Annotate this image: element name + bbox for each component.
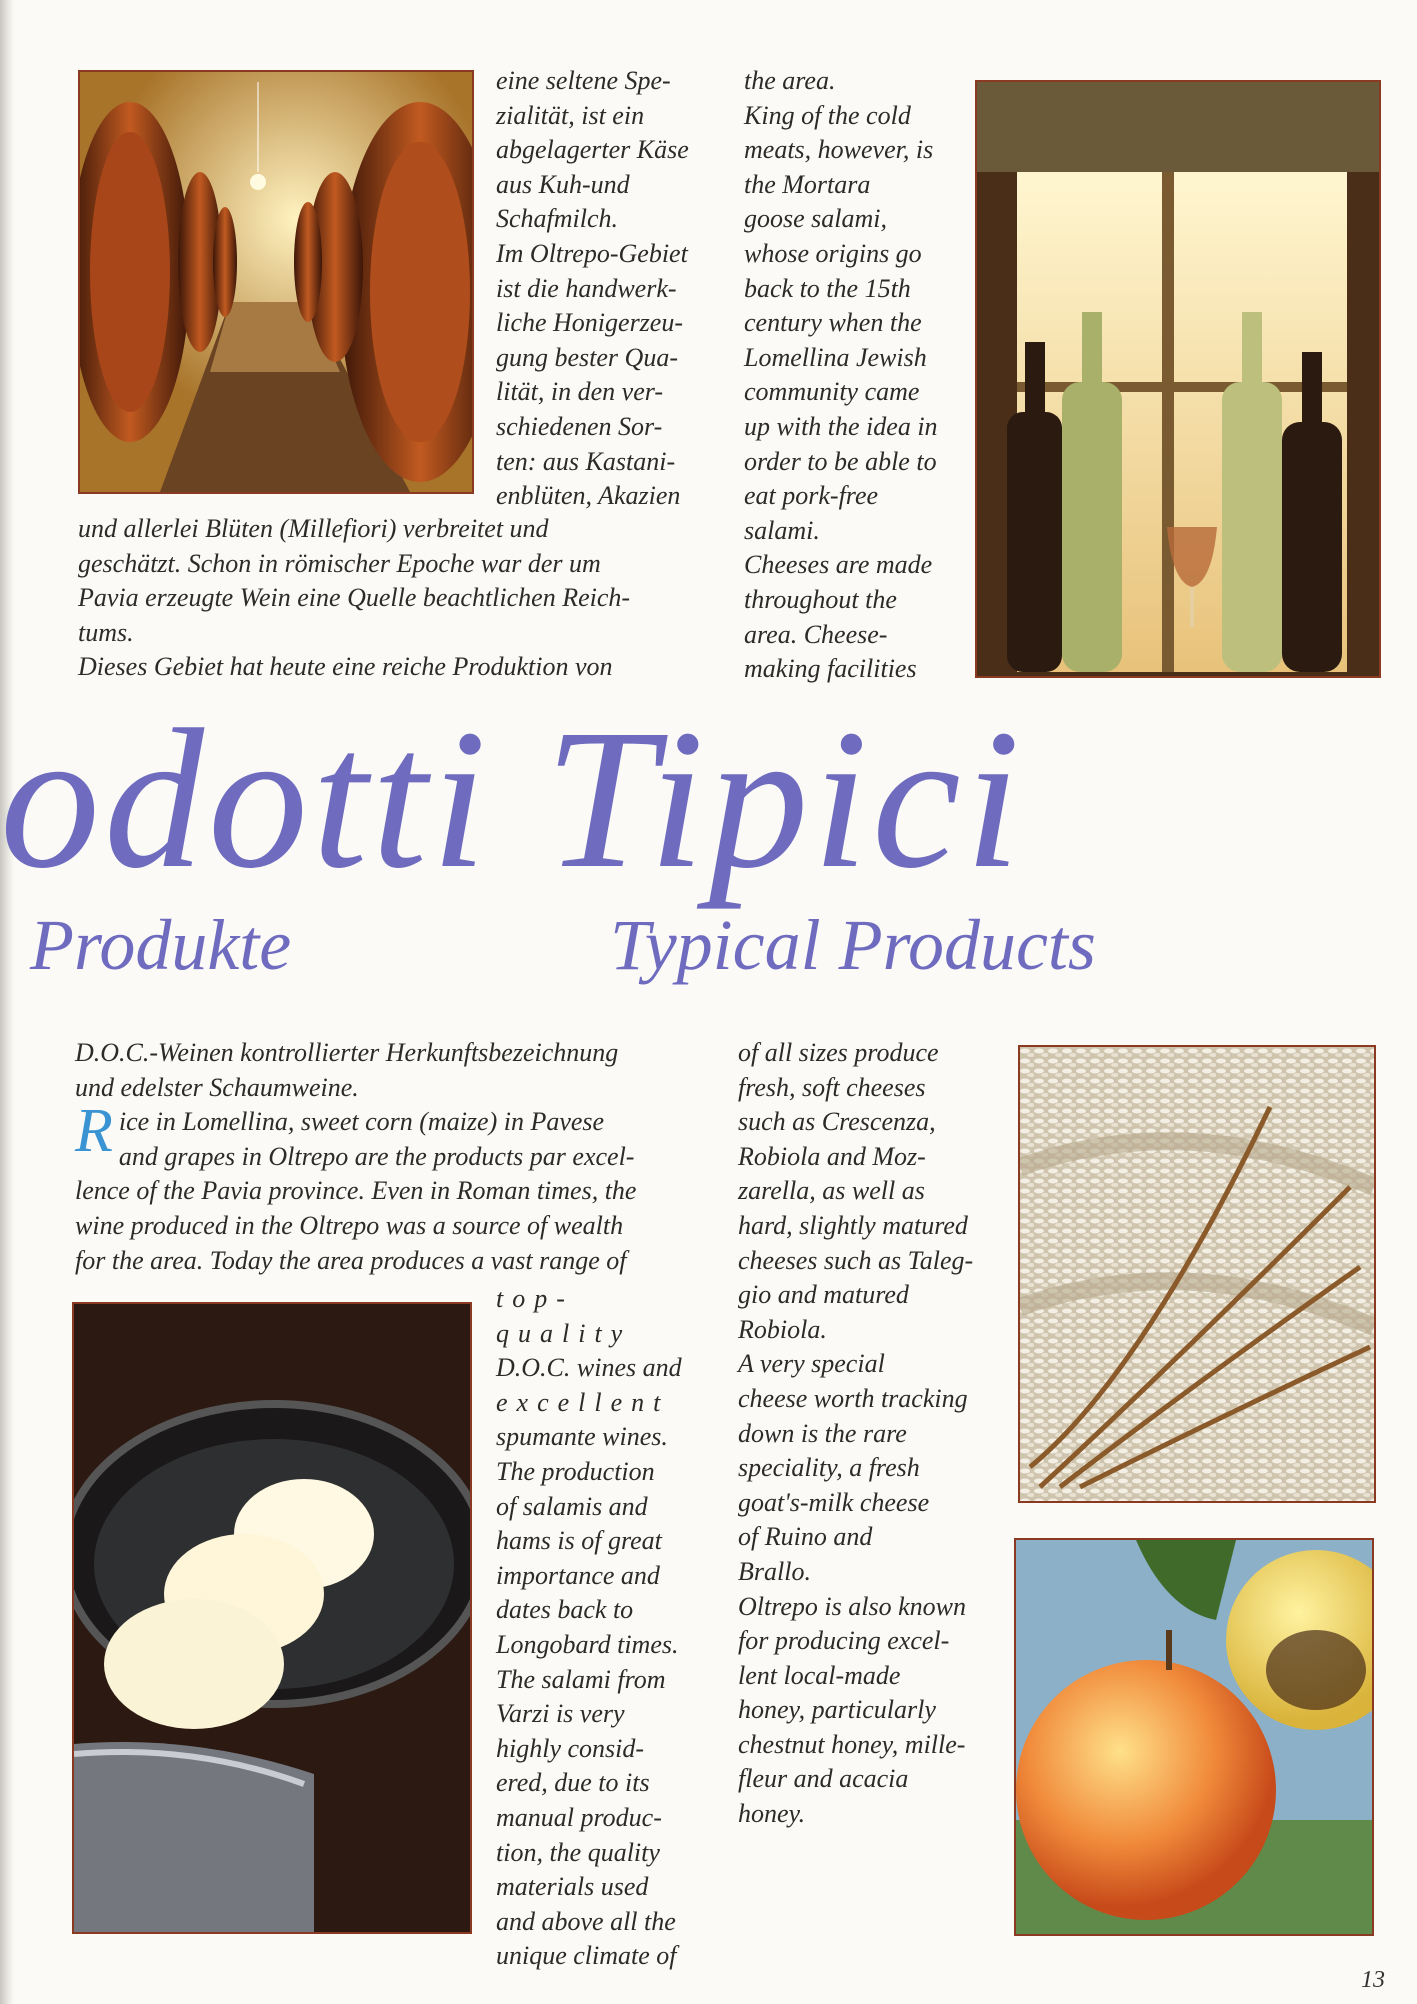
text-line: for the area. Today the area produces a vast range of [75,1245,627,1275]
text-line: such as Crescenza, [738,1107,936,1137]
text-line: fresh, soft cheeses [738,1072,926,1102]
text-line: ten: aus Kastani- [496,446,676,476]
rice-image [1020,1047,1374,1501]
text-line: Robiola and Moz- [738,1141,926,1171]
text-line: fleur and acacia [738,1764,909,1794]
text-line: ist die handwerk- [496,273,677,303]
text-line: zialität, ist ein [496,100,645,130]
text-line: down is the rare [738,1418,907,1448]
text-line: unique climate of [496,1941,677,1971]
text-line: Longobard times. [496,1629,679,1659]
text-line: dates back to [496,1595,634,1625]
text-line: throughout the [744,584,897,614]
text-line: gung bester Qua- [496,342,678,372]
text-line: manual produc- [496,1802,662,1832]
text-line: century when the [744,308,922,338]
text-line: whose origins go [744,238,922,268]
main-heading: odotti Tipici [0,689,1025,910]
cheese-image [74,1304,470,1932]
text-line: spumante wines. [496,1422,668,1452]
subheading-right: Typical Products [610,905,1096,985]
page-number: 13 [1361,1967,1385,1993]
text-line: making facilities [744,654,917,684]
text-line: King of the cold [744,100,911,130]
text-line: meats, however, is [744,135,934,165]
text-line: tums. [78,617,134,647]
text-line: community came [744,377,920,407]
text-line: Pavia erzeugte Wein eine Quelle beachtlichen Reich- [78,583,631,613]
text-line: The production [496,1456,655,1486]
bottles-image [977,82,1379,676]
bottom-col2-text [738,1036,998,1832]
text-line: ice in Lomellina, sweet corn (maize) in Pavese [118,1107,605,1137]
text-line: lität, in den ver- [496,377,663,407]
text-line: excellent [496,1387,670,1417]
text-line: speciality, a fresh [738,1453,920,1483]
text-line: Brallo. [738,1556,811,1586]
text-line: goose salami, [744,204,887,234]
bottles-window-photo [975,80,1381,678]
text-line: tion, the quality [496,1837,660,1867]
text-line: salami. [744,515,820,545]
text-line: goat's-milk cheese [738,1487,930,1517]
bottom-col1-narrow-text [496,1282,708,1974]
text-line: The salami from [496,1664,666,1694]
text-line: abgelagerter Käse [496,135,689,165]
text-line: Schafmilch. [496,204,619,234]
text-line: schiedenen Sor- [496,411,663,441]
text-line: lent local-made [738,1660,901,1690]
text-line: Oltrepo is also known [738,1591,966,1621]
text-line: aus Kuh-und [496,169,630,199]
wine-cellar-photo [78,70,474,494]
text-line: chestnut honey, mille- [738,1729,966,1759]
text-line: Im Oltrepo-Gebiet [496,238,688,268]
text-line: the Mortara [744,169,871,199]
text-line: materials used [496,1872,649,1902]
text-line: of Ruino and [738,1522,873,1552]
text-line: back to the 15th [744,273,911,303]
text-line: Cheeses are made [744,550,933,580]
text-line: honey, particularly [738,1695,936,1725]
text-line: gio and matured [738,1280,909,1310]
text-line: und allerlei Blüten (Millefiori) verbreitet und [78,514,549,543]
text-line: D.O.C. wines and [496,1353,682,1383]
text-line: und edelster Schaumweine. [75,1072,359,1102]
cheese-bucket-photo [72,1302,472,1934]
text-line: of all sizes produce [738,1038,939,1067]
text-line: liche Honigerzeu- [496,308,684,338]
text-line: enblüten, Akazien [496,481,681,511]
bottom-col1-wide-text [75,1036,709,1278]
text-line: eat pork-free [744,481,879,511]
text-line: eine seltene Spe- [496,66,671,95]
text-line: honey. [738,1799,806,1829]
text-line: geschätzt. Schon in römischer Epoche war der um [78,548,601,578]
text-line: lence of the Pavia province. Even in Roman times, the [75,1176,637,1206]
wine-cellar-image [80,72,472,492]
text-line: top-quality [496,1284,632,1348]
text-line: and grapes in Oltrepo are the products par excel- [118,1141,635,1171]
text-line: of salamis and [496,1491,648,1521]
text-line: the area. [744,66,836,95]
text-line: Robiola. [738,1314,827,1344]
text-line: Dieses Gebiet hat heute eine reiche Produktion von [78,652,613,682]
text-line: wine produced in the Oltrepo was a source of wealth [75,1210,624,1240]
text-line: order to be able to [744,446,937,476]
text-line: Varzi is very [496,1699,625,1729]
text-line: cheeses such as Taleg- [738,1245,974,1275]
text-line: highly consid- [496,1733,645,1763]
text-line: for producing excel- [738,1626,950,1656]
text-line: A very special [738,1349,885,1379]
text-line: ered, due to its [496,1768,650,1798]
text-line: hams is of great [496,1526,662,1556]
subheading-left: Produkte [30,905,292,985]
text-line: importance and [496,1560,660,1590]
text-line: and above all the [496,1906,676,1936]
top-col2-text [744,64,956,687]
text-line: D.O.C.-Weinen kontrollierter Herkunftsbezeichnung [75,1038,619,1067]
text-line: hard, slightly matured [738,1210,968,1240]
text-line: area. Cheese- [744,619,888,649]
top-col1-wide-text [78,512,712,685]
text-line: cheese worth tracking [738,1383,968,1413]
text-line: Lomellina Jewish [744,342,927,372]
apples-photo [1014,1538,1374,1936]
drop-cap: R [75,1097,113,1166]
text-line: zarella, as well as [738,1176,925,1206]
page-binding-shadow [0,0,14,2004]
rice-grain-photo [1018,1045,1376,1503]
text-line: up with the idea in [744,411,938,441]
top-col1-narrow-text [496,64,712,514]
apples-image [1016,1540,1372,1934]
